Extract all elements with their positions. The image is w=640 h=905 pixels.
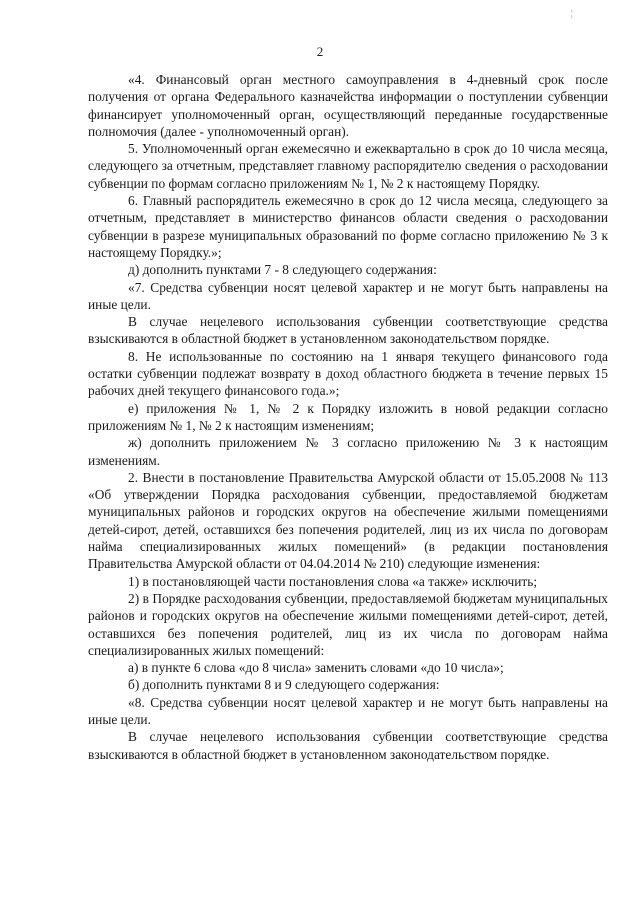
paragraph-new-item-8: «8. Средства субвенции носят целевой характер и не могут быть направлены на иные цели. — [88, 694, 608, 727]
paragraph-change-1: 1) в постановляющей части постановления слова «а также» исключить; — [128, 573, 538, 589]
paragraph-item-6: 6. Главный распорядитель ежемесячно в срок до 12 числа месяца, следующего за отчетным, представляет в министерство финансов области сведения о расходовании субвенции в разрезе муниципальных образований по форме согласно приложению № 3 к настоящему Порядку.»; — [88, 193, 608, 260]
paragraph-item-7: «7. Средства субвенции носят целевой характер и не могут быть направлены на иные цели. — [88, 279, 608, 312]
paragraph-misuse-recovery-2: В случае нецелевого использования субвенции соответствующие средства взыскиваются в областной бюджет в установленном законодательством порядке. — [88, 729, 608, 762]
paragraph-subitem-b: б) дополнить пунктами 8 и 9 следующего содержания: — [128, 677, 440, 693]
paragraph-change-2: 2) в Порядке расходования субвенции, предоставляемой бюджетам муниципальных районов и городских округов на обеспечение жилыми помещениями детей-сирот, детей, оставшихся без попечения родителей, лиц из их числа по договорам найма специализированных жилых помещений: — [88, 590, 608, 658]
corner-mark: ¦ — [571, 8, 573, 18]
paragraph-item-8: 8. Не использованные по состоянию на 1 января текущего финансового года остатки субвенции подлежат возврату в доход областного бюджета в течение первых 15 рабочих дней текущего финансового года.»; — [88, 348, 608, 399]
paragraph-subitem-zh: ж) дополнить приложением № 3 согласно приложению № 3 к настоящим изменениям. — [88, 435, 608, 468]
paragraph-financial-organ: «4. Финансовый орган местного самоуправления в 4-дневный срок после получения от органа Федерального казначейства информации о поступлении субвенции финансирует уполномоченный орган, осуществляющий переданные государственные полномочия (далее - уполномоченный орган). — [88, 72, 608, 139]
document-body — [88, 71, 608, 763]
paragraph-subitem-a: а) в пункте 6 слова «до 8 числа» заменить словами «до 10 числа»; — [128, 660, 504, 676]
paragraph-subitem-d: д) дополнить пунктами 7 - 8 следующего содержания: — [128, 262, 437, 278]
paragraph-subitem-e: е) приложения № 1, № 2 к Порядку изложить в новой редакции согласно приложениям № 1, № 2 к настоящим изменениям; — [88, 400, 608, 433]
paragraph-item-5: 5. Уполномоченный орган ежемесячно и ежеквартально в срок до 10 числа месяца, следующего за отчетным, представляет главному распорядителю сведения о расходовании субвенции по формам согласно приложениям № 1, № 2 к настоящему Порядку. — [88, 141, 608, 191]
page-number: 2 — [316, 44, 324, 59]
paragraph-misuse-recovery: В случае нецелевого использования субвенции соответствующие средства взыскиваются в областной бюджет в установленном законодательством порядке. — [88, 314, 608, 347]
paragraph-section-2: 2. Внести в постановление Правительства Амурской области от 15.05.2008 № 113 «Об утверждении Порядка расходования субвенции, предоставляемой бюджетам муниципальных районов и городских округов на обеспечение жилыми помещениями детей-сирот, детей, оставшихся без попечения родителей, лиц из их числа по договорам найма специализированных жилых помещений» (в редакции постановления Правительства Амурской области от 04.04.2014 № 210) следующие изменения: — [88, 469, 608, 572]
